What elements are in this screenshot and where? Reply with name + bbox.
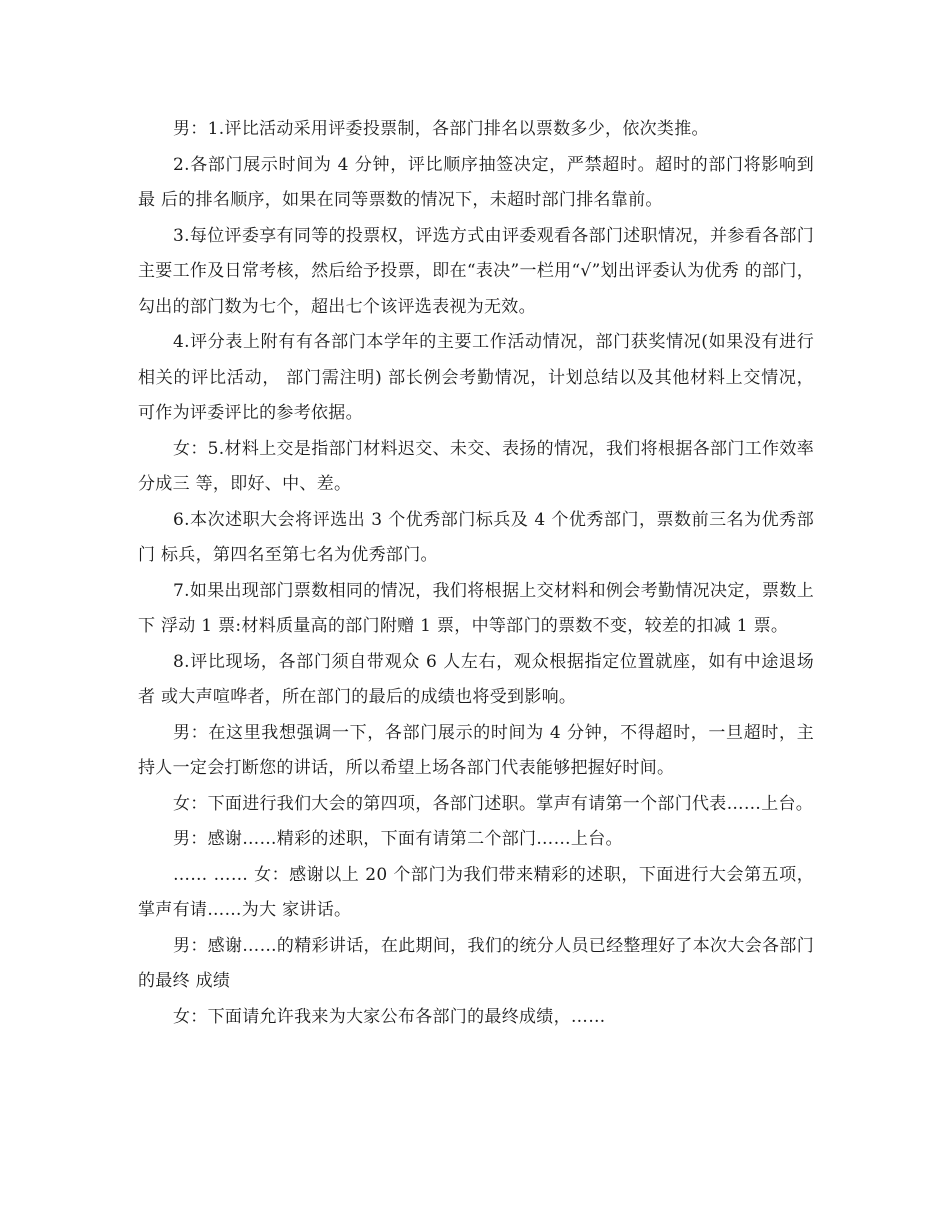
paragraph-9: 男：在这里我想强调一下，各部门展示的时间为 4 分钟，不得超时，一旦超时，主持人一定会打断您的讲话，所以希望上场各部门代表能够把握好时间。 bbox=[138, 722, 814, 778]
paragraph-4: 4.评分表上附有有各部门本学年的主要工作活动情况，部门获奖情况(如果没有进行 相关的评比活动， 部门需注明) 部长例会考勤情况，计划总结以及其他材料上交情况， 可作为评委评比的参考依据。 bbox=[138, 332, 814, 423]
paragraph-5: 女：5.材料上交是指部门材料迟交、未交、表扬的情况，我们将根据各部门工作效率分成三 等，即好、中、差。 bbox=[138, 438, 814, 494]
paragraph-7: 7.如果出现部门票数相同的情况，我们将根据上交材料和例会考勤情况决定，票数上下 浮动 1 票:材料质量高的部门附赠 1 票，中等部门的票数不变，较差的扣减 1 票。 bbox=[138, 580, 814, 636]
paragraph-13: 男：感谢……的精彩讲话，在此期间，我们的统分人员已经整理好了本次大会各部门的最终 成绩 bbox=[138, 935, 814, 991]
document-body bbox=[138, 112, 814, 1035]
paragraph-10: 女：下面进行我们大会的第四项，各部门述职。掌声有请第一个部门代表……上台。 bbox=[173, 793, 814, 814]
paragraph-2: 2.各部门展示时间为 4 分钟，评比顺序抽签决定，严禁超时。超时的部门将影响到最 后的排名顺序，如果在同等票数的情况下，未超时部门排名靠前。 bbox=[138, 154, 814, 210]
paragraph-12: …… …… 女：感谢以上 20 个部门为我们带来精彩的述职，下面进行大会第五项，掌声有请……为大 家讲话。 bbox=[138, 864, 814, 920]
paragraph-11: 男：感谢……精彩的述职，下面有请第二个部门……上台。 bbox=[173, 829, 623, 849]
paragraph-6: 6.本次述职大会将评选出 3 个优秀部门标兵及 4 个优秀部门，票数前三名为优秀部门 标兵，第四名至第七名为优秀部门。 bbox=[138, 509, 814, 565]
paragraph-14: 女：下面请允许我来为大家公布各部门的最终成绩，…… bbox=[173, 1006, 606, 1027]
paragraph-3: 3.每位评委享有同等的投票权，评选方式由评委观看各部门述职情况，并参看各部门 主要工作及日常考核，然后给予投票，即在“表决”一栏用“√”划出评委认为优秀 的部门，勾出的部门数为七个，超出七个该评选表视为无效。 bbox=[138, 225, 814, 317]
paragraph-8: 8.评比现场，各部门须自带观众 6 人左右，观众根据指定位置就座，如有中途退场者 或大声喧哗者，所在部门的最后的成绩也将受到影响。 bbox=[138, 651, 814, 707]
paragraph-1: 男：1.评比活动采用评委投票制，各部门排名以票数多少，依次类推。 bbox=[173, 119, 709, 139]
